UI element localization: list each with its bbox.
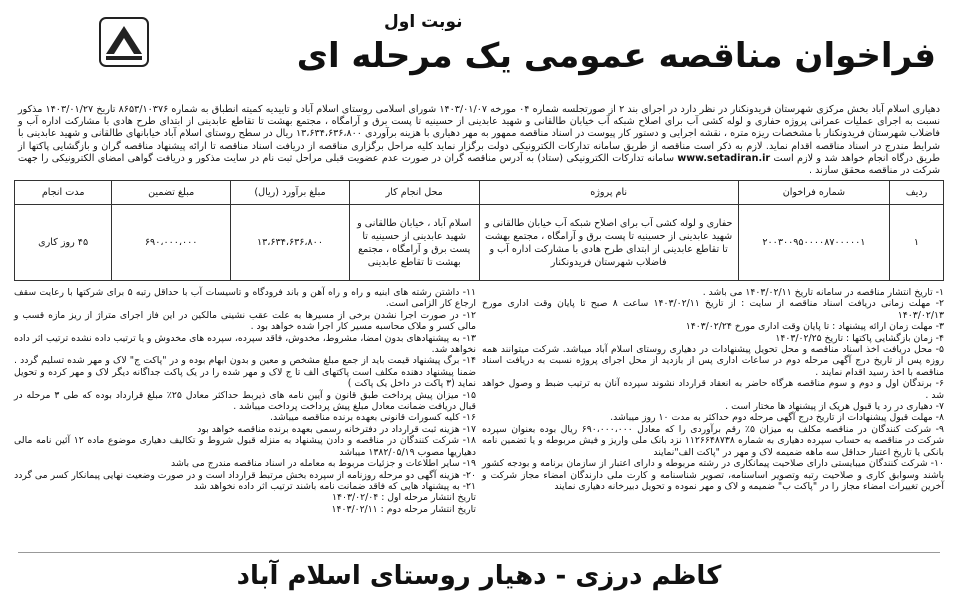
condition-item: ۲۱- به پیشنهاد هایی که فاقد ضمانت نامه باشند ترتیب اثر داده نخواهد شد — [194, 480, 476, 492]
condition-item: ۱۹- سایر اطلاعات و جزئیات مربوط به معامله در اسناد مناقصه مندرج می باشد — [171, 458, 476, 470]
conditions-section — [14, 287, 945, 515]
footer-divider — [18, 552, 940, 553]
organization-logo — [88, 14, 160, 92]
condition-item: ۱- تاریخ انتشار مناقصه در سامانه تاریخ ۱۴۰۳/۰۲/۱۱ می باشد . — [702, 287, 944, 298]
header-row-number: ردیف — [890, 181, 944, 205]
condition-item: ۶- برندگان اول و دوم و سوم مناقصه هرگاه حاضر به انعقاد قرارداد نشوند سپرده آنان به ترتیب ضبط و وصول خواهد شد . — [482, 378, 944, 401]
table-header-row — [15, 181, 944, 205]
cell-row-number: ۱ — [890, 205, 944, 281]
condition-item: ۹- شرکت کنندگان در مناقصه مکلف به میزان ۵٪ رقم برآوردی را که معادل ۶۹۰،۰۰۰،۰۰۰ ریال بوده بعنوان سپرده شرکت در مناقصه به حساب سپرده دهیاری به شماره ۱۱۲۶۶۴۸۷۳۸ نزد بانک ملی واریز و فیش مربوطه و یا تضمین نامه بانکی یا تاریخ اعتبار حداقل سه ماهه ضمیمه لاک و مهر در "پاکت الف"نمایند — [482, 423, 945, 458]
condition-item: ۲۰- هزینه آگهی دو مرحله روزنامه از سپرده بخش مرتبط قرارداد است و در صورت وضعیت نهایی پیمانکار کسر می گردد — [14, 469, 476, 481]
cell-call-number: ۲۰۰۳۰۰۹۵۰۰۰۰۸۷۰۰۰۰۰۱ — [738, 205, 889, 281]
intro-text-part1: دهیاری اسلام آباد بخش مرکزی شهرستان فریدونکنار در نظر دارد در اجرای بند ۲ از صورتجلسه شماره ۰۴ مورخه ۱۴۰۳/۰۱/۰۷ شورای اسلامی روستای اسلام آباد و تاییدیه کمیته انطباق به شماره ۸۶۵۳/۱۰۳۷۶ تاریخ ۱۴۰۳/۰۱/۲۷ مذکور نسبت به اجرای عملیات عمرانی پروژه حفاری و لوله کشی آب برای اصلاح شبکه آب خیابان طالقانی و شهید عابدینی از حسینیه تا پست برق و آرامگاه ، مجتمع بهشت تا تقاطع عابدینی از ابتدای طرح هادی با مشارکت اداره آب و فاضلاب شهرستان فریدونکنار با مشخصات ریزه متره ، نقشه اجرایی و دستور کار پیوست در اسناد مناقصه ممهور به مهر دهیاری با هزینه برآوردی ۱۳،۶۳۴،۶۳۶،۸۰۰ ریال در سطح روستای اسلام آباد خیابانهای طالقانی و شهید عابدینی با شرایط مندرج در اسناد مناقصه اقدام نماید. لازم به ذکر است مناقصه از طریق سامانه تدارکات الکترونیکی دولت برگزار نماید کلیه مراحل برگزاری مناقصه از دریافت اسناد مناقصه تا ارائه پیشنهاد مناقصه گران و بازگشایی پاکتها از طریق درگاه انجام خواهد شد و لازم است — [18, 104, 940, 164]
table-row — [15, 205, 944, 281]
header-estimate: مبلغ برآورد (ریال) — [231, 181, 350, 205]
condition-item: ۱۲- در صورت اجرا نشدن برخی از مسیرها به علت عقب نشینی مالکین در این فاز اجرای متراژ از ریز مازه قسب و مالی کسر و ملاک محاسبه مسیر کار اجرا شده خواهد بود . — [14, 309, 476, 333]
setad-website-link[interactable]: www.setadiran.ir — [677, 152, 771, 164]
header-call-number: شماره فراخوان — [738, 181, 889, 205]
header-project-name: نام پروژه — [479, 181, 738, 205]
logo-emblem-icon — [96, 14, 152, 70]
publish-date-second: تاریخ انتشار مرحله دوم : ۱۴۰۳/۰۲/۱۱ — [331, 503, 476, 515]
condition-item: ۱۳- به پیشنهادهای بدون امضا، مشروط، مخدوش، فاقد سپرده، سپرده های مخدوش و یا ترتیب داده نشده ترتیب اثر داده نخواهد شد. — [14, 332, 476, 356]
header-duration: مدت انجام — [15, 181, 112, 205]
condition-item: ۴- زمان بازگشایی پاکتها : تاریخ ۱۴۰۳/۰۲/۲۵ — [775, 332, 944, 344]
cell-location: اسلام آباد ، خیابان طالقانی و شهید عابدینی از حسینیه تا پست برق و آرامگاه ، مجتمع بهشت تا تقاطع عابدینی — [349, 205, 479, 281]
condition-item: ۱۴- برگ پیشنهاد قیمت باید از جمع مبلغ مشخص و معین و بدون ابهام بوده و در "پاکت ج" لاک و مهر شده تسلیم گردد . ضمنا پیشنهاد دهنده مکلف است پاکتهای الف تا ج لاک و مهر شده را در یک پاکت جداگانه دیگر لاک و مهر کرده و تحویل نماید (۳ پاکت در داخل یک پاکت ) — [14, 355, 476, 390]
cell-bond: ۶۹۰،۰۰۰،۰۰۰ — [112, 205, 231, 281]
header-location: محل انجام کار — [349, 181, 479, 205]
condition-item: ۳- مهلت زمان ارائه پیشنهاد : تا پایان وقت اداری مورخ ۱۴۰۳/۰۲/۲۴ — [685, 321, 944, 333]
conditions-left-column — [14, 287, 477, 515]
condition-item: ۱۱- داشتن رشته های ابنیه و راه و راه آهن و باند فرودگاه و تاسیسات آب با حداقل رتبه ۵ برای شرکتها با رعایت سقف ارجاع کار الزامی است. — [14, 287, 477, 310]
signature-line: کاظم درزی - دهیار روستای اسلام آباد — [236, 561, 722, 591]
header-bond: مبلغ تضمین — [112, 181, 231, 205]
tender-table — [14, 180, 944, 281]
round-label: نوبت اول — [384, 12, 463, 32]
condition-item: ۱۵- میزان پیش پرداخت طبق قانون و آیین نامه های ذیربط حداکثر معادل ۲۵٪ مبلغ قرارداد بوده که طی ۳ مرحله در قبال دریافت ضمانت معادل مبلغ پیش پرداخت پرداخت میباشد . — [14, 389, 476, 413]
publish-date-first: تاریخ انتشار مرحله اول : ۱۴۰۳/۰۲/۰۴ — [332, 492, 476, 504]
cell-duration: ۴۵ روز کاری — [15, 205, 112, 281]
condition-item: ۱۷- هزینه ثبت قرارداد در دفترخانه رسمی بعهده برنده مناقصه خواهد بود — [197, 423, 476, 435]
notice-header — [14, 6, 944, 104]
condition-item: ۷- دهیاری در رد یا قبول هریک از پیشنهاد ها مختار است . — [725, 401, 944, 413]
intro-text-part2: سامانه تدارکات الکترونیکی (ستاد) به آدرس مناقصه گران در صورت عدم عضویت قبلی مراحل ثبت نام در سایت مذکور و دریافت گواهی امضای الکترونیکی را جهت شرکت در مناقصه محقق سازند . — [18, 152, 940, 177]
condition-item: ۸- مهلت قبول پیشنهادات از تاریخ درج آگهی مرحله دوم حداکثر به مدت ۱۰ روز میباشد. — [610, 412, 944, 424]
condition-item: ۵- محل دریافت اخذ اسناد مناقصه و محل تحویل پیشنهادات در دهیاری روستای اسلام آباد میباشد. شرکت میتوانند همه روزه پس از تاریخ درج آگهی مرحله دوم در ساعات اداری پس از بازدید از محل اجرای پروژه نسبت به دریافت اسناد مناقصه با اخذ رسید اقدام نمایند . — [482, 344, 944, 378]
cell-estimate: ۱۳،۶۳۴،۶۳۶،۸۰۰ — [231, 205, 350, 281]
notice-title: فراخوان مناقصه عمومی یک مرحله ای — [296, 36, 936, 76]
conditions-right-column — [482, 287, 944, 509]
condition-item: ۲- مهلت زمانی دریافت اسناد مناقصه از سایت : از تاریخ ۱۴۰۳/۰۲/۱۱ ساعت ۸ صبح تا پایان وقت اداری مورخ ۱۴۰۳/۰۲/۱۳ — [482, 298, 944, 321]
condition-item: ۱۰- شرکت کنندگان میبایستی دارای صلاحیت پیمانکاری در رشته مربوطه و دارای اعتبار از سازمان برنامه و بودجه کشور باشند وسوابق کاری و صلاحیت رتبه وتصویر اساسنامه، تصویر شناسنامه و کارت ملی دارندگان امضاء مجاز شرکت و آخرین تغییرات امضاء مجاز را در "پاکت ب" ضمیمه و لاک و مهر نموده و تحویل دبیرخانه دهیاری نمایند — [482, 458, 944, 492]
condition-item: ۱۶- کلیه کسورات قانونی بعهده برنده مناقصه میباشد. — [269, 412, 476, 424]
cell-project-name: حفاری و لوله کشی آب برای اصلاح شبکه آب خیابان طالقانی و شهید عابدینی از حسینیه تا پست برق و آرامگاه ، مجتمع بهشت تا تقاطع عابدینی از ابتدای طرح هادی با مشارکت اداره آب و فاضلاب شهرستان فریدونکنار — [479, 205, 738, 281]
intro-paragraph — [14, 104, 944, 177]
condition-item: ۱۸- شرکت کنندگان در مناقصه و دادن پیشنهاد به منزله قبول شروط و تکالیف دهیاری موضوع ماده ۱۲ آئین نامه مالی دهیاریها مصوب ۱۳۸۲/۰۵/۱۹ میباشد — [14, 435, 476, 458]
